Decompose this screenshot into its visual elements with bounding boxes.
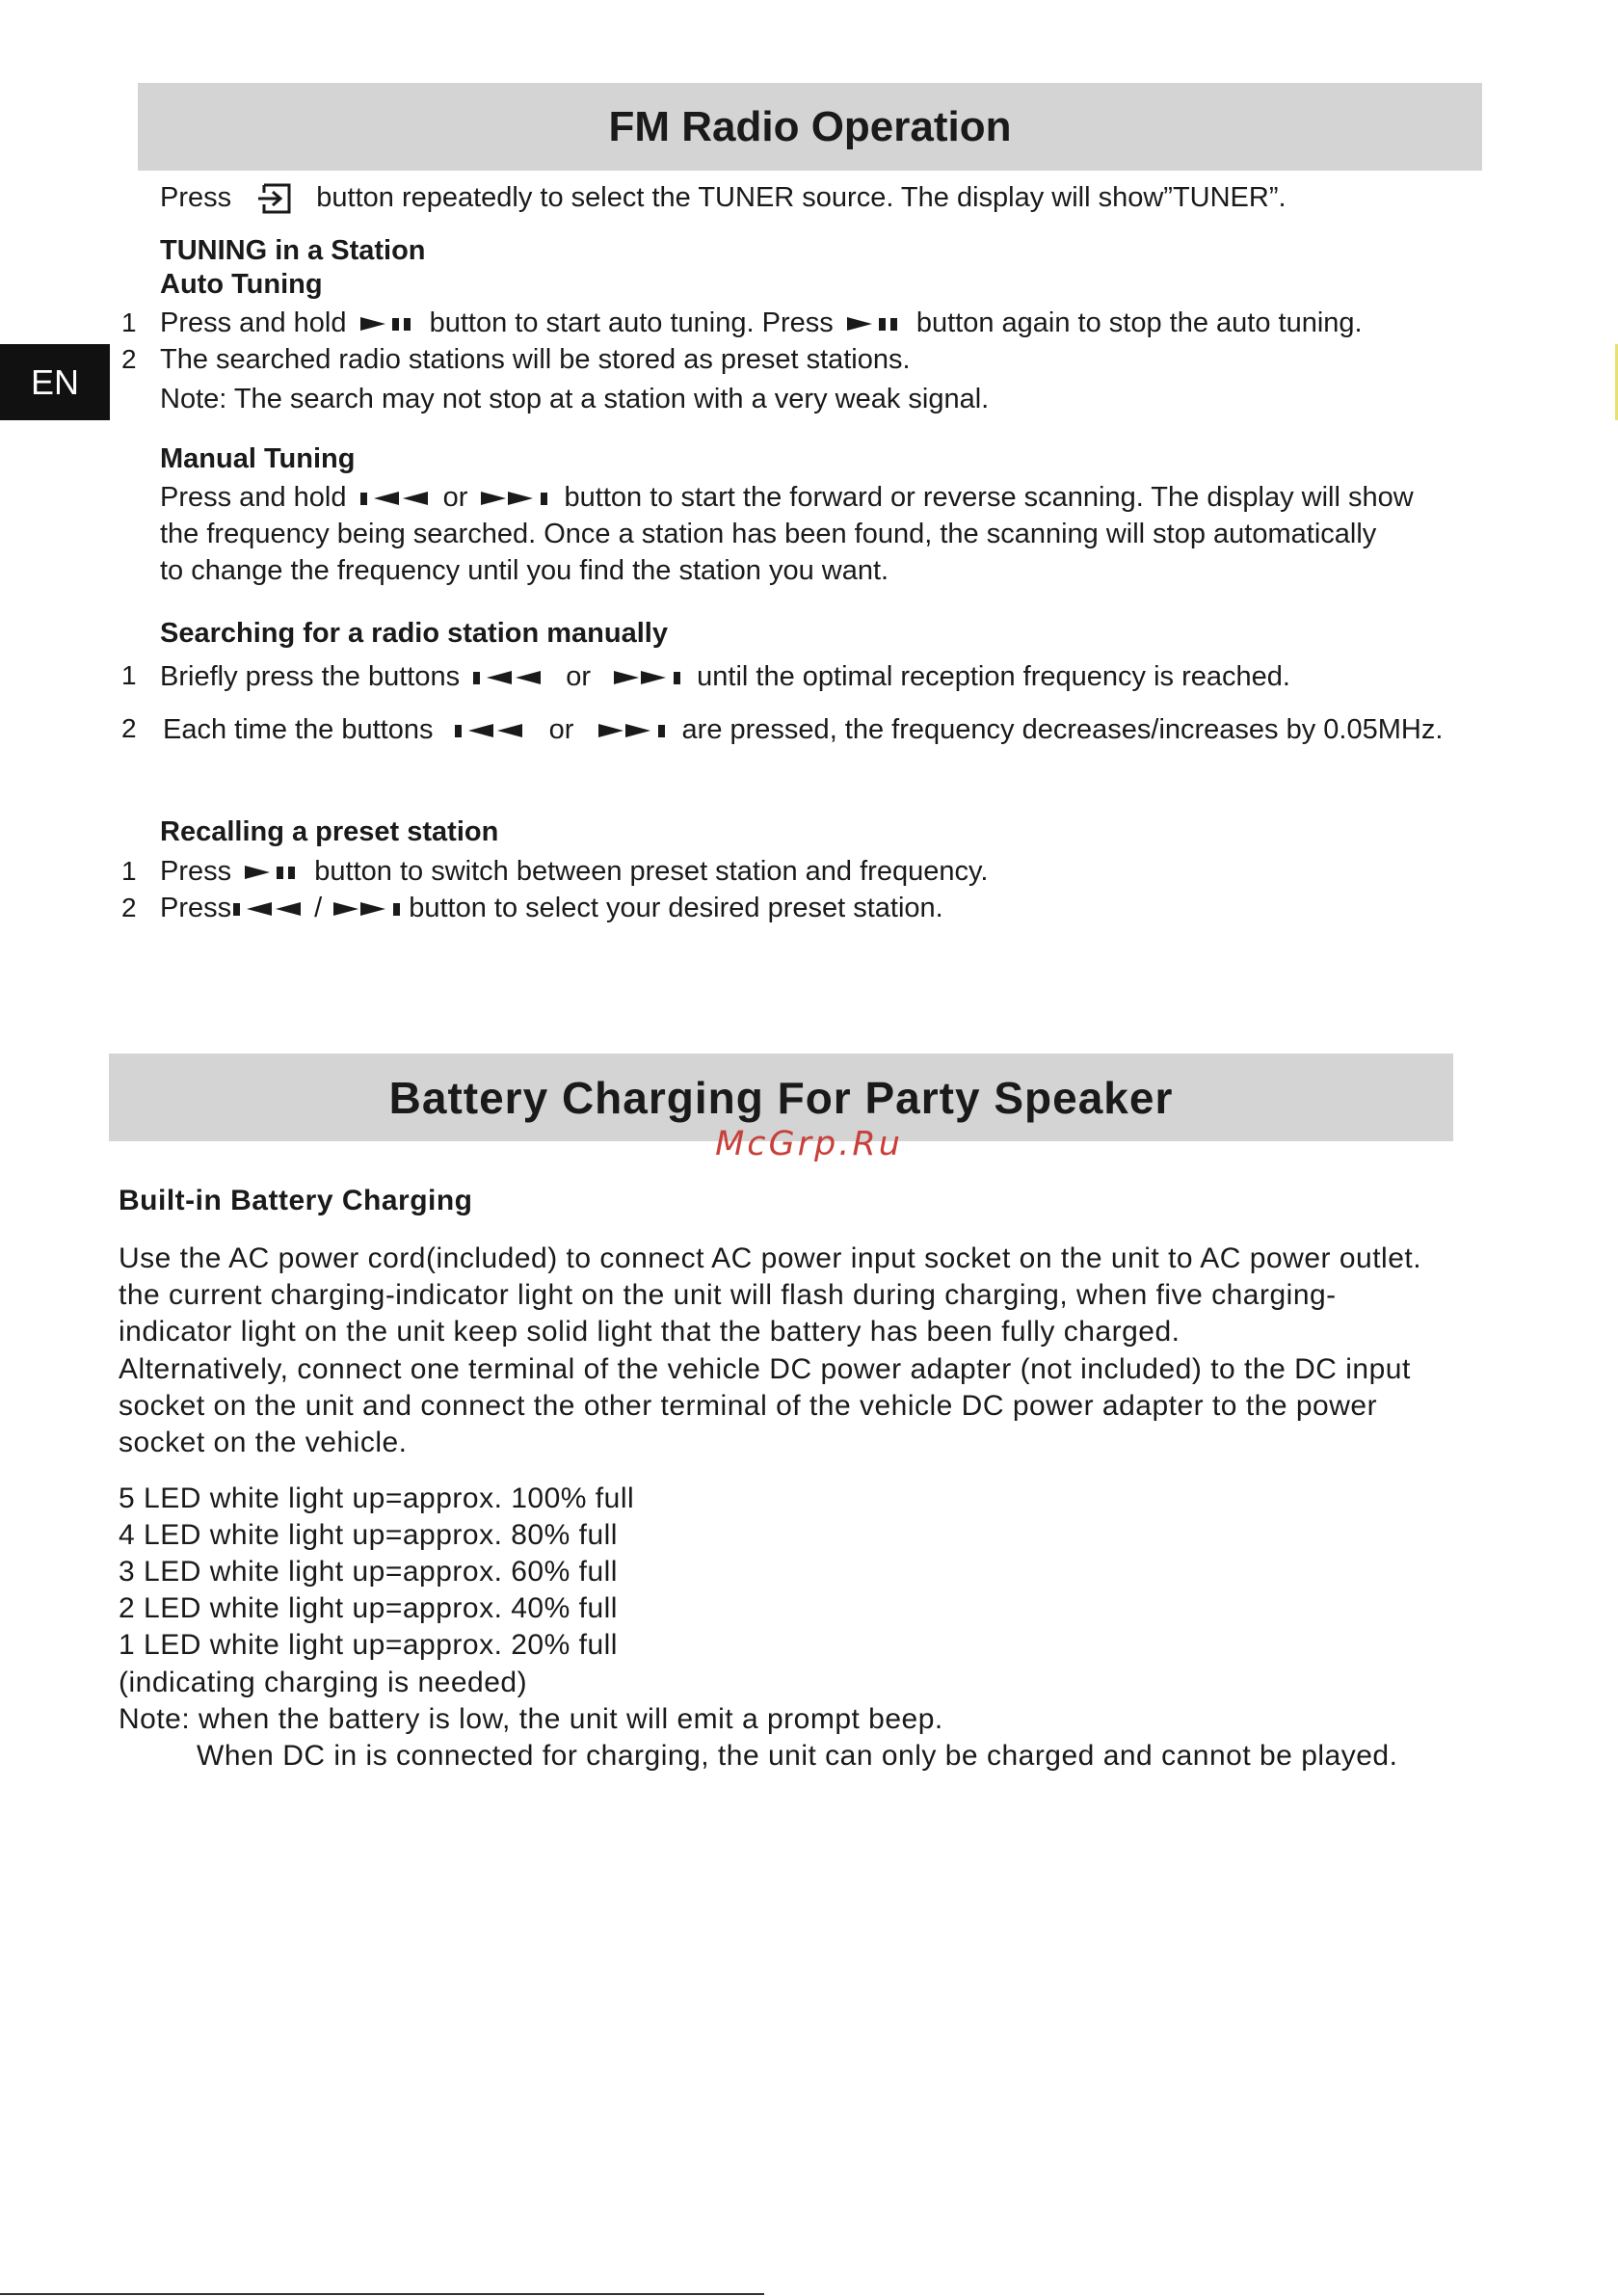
next-icon xyxy=(333,900,403,918)
search-step-2-text-a: Each time the buttons xyxy=(163,714,434,745)
search-step-2 xyxy=(163,711,1443,748)
auto-step-2: The searched radio stations will be stored as preset stations. xyxy=(160,344,911,375)
manual-line-1-or: or xyxy=(442,482,468,513)
search-step-1-number: 1 xyxy=(121,660,137,690)
led-level-item: 2 LED white light up=approx. 40% full xyxy=(119,1592,618,1624)
recall-step-1-text-b: button to switch between preset station and frequency. xyxy=(314,856,989,887)
battery-para-line: socket on the vehicle. xyxy=(119,1427,408,1458)
watermark: McGrp.Ru xyxy=(715,1125,903,1163)
recall-step-2-text-b: button to select your desired preset station. xyxy=(409,893,943,923)
led-level-item: 1 LED white light up=approx. 20% full xyxy=(119,1629,618,1661)
auto-step-1-text-c: button again to stop the auto tuning. xyxy=(915,307,1363,338)
auto-tuning-heading: Auto Tuning xyxy=(160,269,323,300)
led-level-item: (indicating charging is needed) xyxy=(119,1667,528,1698)
bottom-divider xyxy=(0,2293,764,2295)
fm-radio-title: FM Radio Operation xyxy=(608,102,1012,150)
battery-note-1: Note: when the battery is low, the unit will emit a prompt beep. xyxy=(119,1703,943,1735)
manual-tuning-heading: Manual Tuning xyxy=(160,443,356,474)
next-icon xyxy=(598,722,668,739)
play-pause-icon xyxy=(245,864,301,881)
recall-step-1 xyxy=(160,853,988,890)
play-pause-icon xyxy=(847,315,903,333)
manual-line-2: the frequency being searched. Once a station has been found, the scanning will stop automatically xyxy=(160,519,1377,549)
intro-line xyxy=(160,179,1286,216)
fm-radio-title-band xyxy=(138,83,1482,171)
search-step-1 xyxy=(160,658,1290,695)
search-step-1-or: or xyxy=(566,661,592,692)
recall-step-2-number: 2 xyxy=(121,893,137,922)
tuning-heading: TUNING in a Station xyxy=(160,235,426,266)
language-tab xyxy=(0,344,110,420)
manual-line-3: to change the frequency until you find the station you want. xyxy=(160,555,889,586)
led-level-item: 5 LED white light up=approx. 100% full xyxy=(119,1482,635,1514)
battery-para-line: indicator light on the unit keep solid light that the battery has been fully charged. xyxy=(119,1316,1180,1348)
auto-step-1-text-a: Press and hold xyxy=(160,307,347,338)
battery-para-line: the current charging-indicator light on the unit will flash during charging, when five charging- xyxy=(119,1279,1337,1311)
battery-note-2: When DC in is connected for charging, the unit can only be charged and cannot be played. xyxy=(197,1740,1398,1772)
previous-icon xyxy=(360,490,430,507)
search-step-2-number: 2 xyxy=(121,713,137,743)
next-icon xyxy=(614,669,683,686)
search-step-1-text-a: Briefly press the buttons xyxy=(160,661,461,692)
led-level-item: 4 LED white light up=approx. 80% full xyxy=(119,1519,618,1551)
previous-icon xyxy=(455,722,524,739)
next-icon xyxy=(481,490,550,507)
manual-line-1-text-b: button to start the forward or reverse scanning. The display will show xyxy=(564,482,1414,513)
intro-press-text: Press xyxy=(160,182,232,213)
auto-step-1-text-b: button to start auto tuning. Press xyxy=(429,307,834,338)
search-step-2-text-b: are pressed, the frequency decreases/increases by 0.05MHz. xyxy=(681,714,1444,745)
recall-step-2-text-a: Press xyxy=(160,893,232,923)
battery-para-line: Alternatively, connect one terminal of the vehicle DC power adapter (not included) to the DC input xyxy=(119,1353,1411,1385)
battery-para-line: Use the AC power cord(included) to connect AC power input socket on the unit to AC power outlet. xyxy=(119,1242,1422,1274)
recall-step-1-text-a: Press xyxy=(160,856,232,887)
recall-step-2 xyxy=(160,890,943,926)
source-icon xyxy=(256,183,291,214)
intro-rest-text: button repeatedly to select the TUNER source. The display will show”TUNER”. xyxy=(316,182,1286,213)
battery-para-line: socket on the unit and connect the other terminal of the vehicle DC power adapter to the power xyxy=(119,1390,1378,1422)
search-heading: Searching for a radio station manually xyxy=(160,618,668,649)
play-pause-icon xyxy=(360,315,416,333)
auto-step-1 xyxy=(160,305,1363,341)
recall-step-1-number: 1 xyxy=(121,856,137,886)
auto-step-2-number: 2 xyxy=(121,344,137,374)
manual-line-1-text-a: Press and hold xyxy=(160,482,347,513)
manual-line-1 xyxy=(160,479,1414,516)
auto-step-1-number: 1 xyxy=(121,307,137,337)
recall-step-2-slash: / xyxy=(314,893,323,923)
battery-title: Battery Charging For Party Speaker xyxy=(388,1072,1174,1123)
recall-heading: Recalling a preset station xyxy=(160,816,499,847)
previous-icon xyxy=(473,669,543,686)
language-tab-label: EN xyxy=(30,361,79,402)
auto-note: Note: The search may not stop at a station with a very weak signal. xyxy=(160,384,990,414)
search-step-1-text-b: until the optimal reception frequency is reached. xyxy=(697,661,1290,692)
previous-icon xyxy=(233,900,303,918)
builtin-charging-heading: Built-in Battery Charging xyxy=(119,1185,473,1216)
search-step-2-or: or xyxy=(548,714,574,745)
led-level-item: 3 LED white light up=approx. 60% full xyxy=(119,1556,618,1588)
